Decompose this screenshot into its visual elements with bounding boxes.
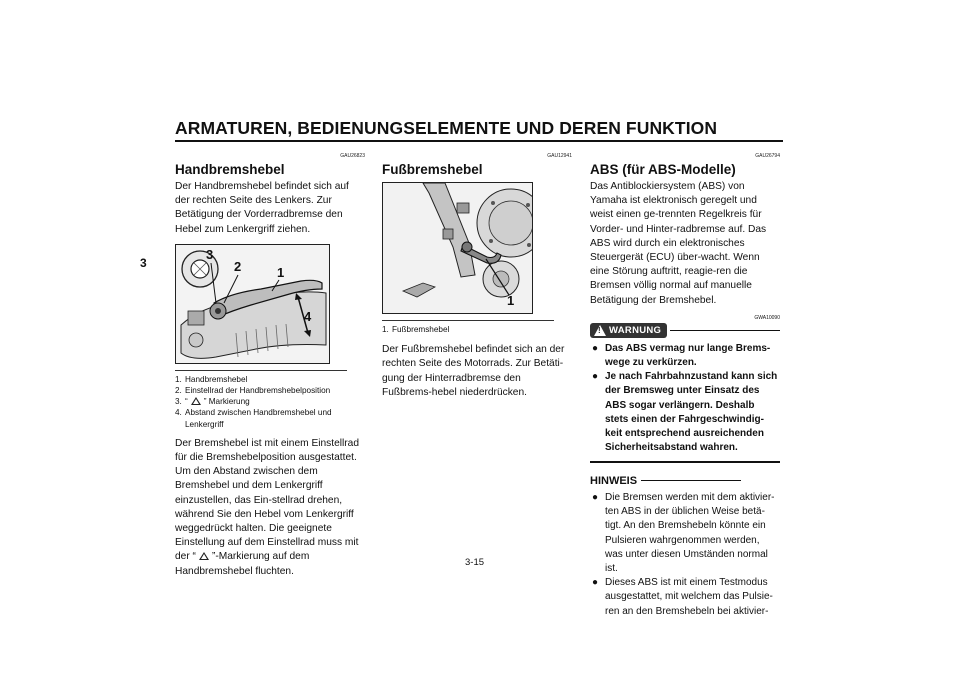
warning-block — [590, 314, 780, 463]
chapter-tab: 3 — [140, 256, 147, 270]
section-code: GAU26794 — [755, 153, 780, 159]
column-fussbremshebel — [382, 152, 572, 400]
hinweis-header — [590, 475, 780, 487]
figure-captions — [382, 324, 572, 335]
section-title: Handbremshebel — [175, 162, 285, 177]
intro-paragraph: Der Handbremshebel befindet sich auf der rechten Seite des Lenkers. Zur Betätigung der Vorderradbremse den Hebel zum Lenkergriff ziehen. — [175, 181, 349, 235]
caption-item: 4. Abstand zwischen Handbremshebel und Lenkergriff — [175, 408, 332, 429]
hinweis-rule — [641, 480, 741, 481]
bullet-icon: ● — [592, 371, 599, 383]
warning-badge — [590, 323, 667, 338]
warning-header — [590, 323, 780, 338]
hinweis-item: ● Die Bremsen werden mit dem aktivier-ten ABS in der üblichen Weise betä-tigt. An den Bremshebeln könnte ein Pulsieren wahrgenommen werden, was unter diesen Umständen normal ist. — [590, 491, 780, 576]
caption-item: 2. Einstellrad der Handbremshebelposition — [175, 386, 331, 396]
header-rule — [175, 140, 783, 142]
caption-item: 1. Handbremshebel — [175, 374, 248, 384]
caption-item: 3. “ ” Markierung — [175, 397, 250, 407]
bullet-icon: ● — [592, 491, 599, 503]
section-title: ABS (für ABS-Modelle) — [590, 162, 736, 177]
warning-label: WARNUNG — [609, 324, 662, 336]
adjustment-paragraph: Der Bremshebel ist mit einem Einstellrad für die Bremshebelposition ausgestattet. Um den Abstand zwischen dem Bremshebel und dem Lenkergriff einzustellen, das Ein-stellrad drehen, während Sie den Hebel vom Lenkergriff weggedrückt halten. Die geeignete Einstellung auf dem Einstellrad muss mit der “ ”-Markierung auf dem Handbremshebel fluchten. — [175, 437, 360, 577]
page-header — [175, 118, 783, 139]
column-abs — [590, 152, 780, 619]
hand-brake-lever-figure — [175, 244, 330, 364]
abs-paragraph: Das Antiblockiersystem (ABS) von Yamaha ist elektronisch geregelt und weist einen ge-trennten Regelkreis für Vorder- und Hinter-radbremse auf. Das ABS wird durch ein elektronisches Steuergerät (ECU) über-wacht. Wenn eine Störung auftritt, reagie-ren die Bremsen völlig normal auf manuelle Betätigung der Bremshebel. — [590, 181, 767, 306]
hand-brake-lever-drawing — [176, 245, 330, 364]
triangle-mark-icon — [191, 397, 201, 405]
warning-end-rule — [590, 461, 780, 463]
page-title: ARMATUREN, BEDIENUNGSELEMENTE UND DEREN FUNKTION — [175, 118, 718, 138]
warning-item: ● Je nach Fahrbahnzustand kann sich der Bremsweg unter Einsatz des ABS sogar verlängern. Deshalb stets einen der Fahrgeschwindig-keit entsprechend ausreichenden Sicherheitsabstand wahren. — [590, 370, 780, 455]
caption-item: 1. Fußbremshebel — [382, 325, 450, 334]
section-code: GAU26823 — [340, 153, 365, 159]
column-handbremshebel — [175, 152, 365, 579]
hinweis-item: ● Dieses ABS ist mit einem Testmodus ausgestattet, mit welchem das Pulsie-ren an den Bremshebeln bei aktivier- — [590, 576, 780, 619]
warning-code: GWA10090 — [754, 314, 780, 321]
bullet-icon: ● — [592, 342, 599, 354]
hinweis-list — [590, 491, 780, 619]
warning-triangle-icon — [594, 325, 606, 336]
section-intro — [175, 180, 365, 237]
warning-list — [590, 342, 780, 456]
page-number: 3-15 — [465, 557, 485, 568]
hinweis-label: HINWEIS — [590, 474, 638, 487]
triangle-mark-icon — [199, 552, 209, 560]
warning-rule — [670, 330, 780, 331]
callout-4: 4 — [304, 308, 312, 324]
section-title: Fußbremshebel — [382, 162, 483, 177]
callout-1: 1 — [277, 264, 285, 280]
section-code: GAU12941 — [547, 153, 572, 159]
callout-1: 1 — [507, 293, 515, 308]
callout-2: 2 — [234, 258, 242, 274]
figure-captions — [175, 374, 365, 430]
warning-item: ● Das ABS vermag nur lange Brems-wege zu verkürzen. — [590, 342, 780, 370]
figure-caption-rule — [175, 370, 347, 371]
callout-3: 3 — [206, 246, 214, 262]
figure-caption-rule — [382, 320, 554, 321]
foot-brake-lever-figure — [382, 182, 533, 314]
foot-brake-paragraph: Der Fußbremshebel befindet sich an der rechten Seite des Motorrads. Zur Betäti-gung der Hinterradbremse den Fußbrems-hebel niederdrücken. — [382, 344, 565, 398]
bullet-icon: ● — [592, 577, 599, 589]
